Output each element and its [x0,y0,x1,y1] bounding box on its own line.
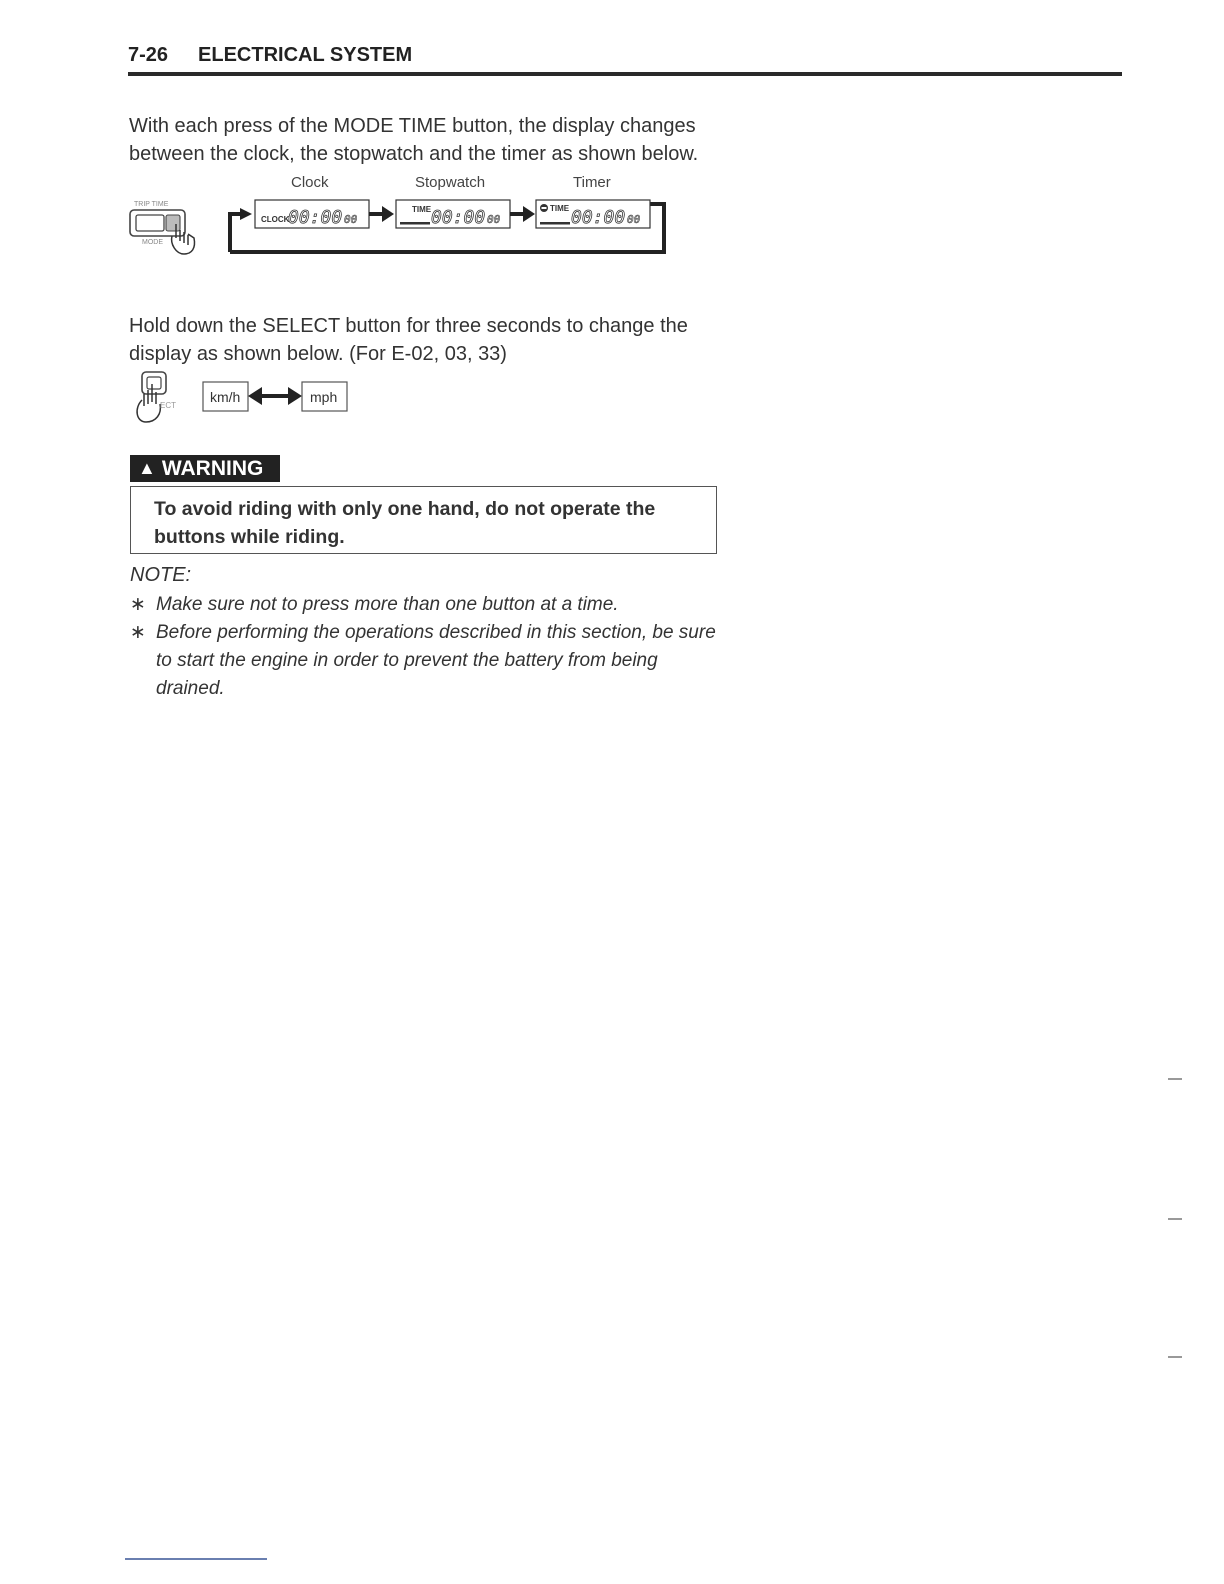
stopwatch-display-small-digits: 00 [487,213,501,226]
asterisk-icon: ∗ [130,594,146,615]
page-header [128,44,412,67]
footer-line [125,1558,267,1560]
select-button-label: ECT [160,401,176,410]
clock-display-digits: 00:00 [288,207,343,228]
arrow-icon [240,208,252,220]
warning-text: To avoid riding with only one hand, do not operate the buttons while riding. [154,498,656,548]
margin-mark [1168,1356,1182,1358]
note-item [130,619,730,703]
section-title: ELECTRICAL SYSTEM [198,44,413,66]
warning-icon: ▲ [138,458,156,478]
select-paragraph: Hold down the SELECT button for three seconds to change the display as shown below. (For E-02, 03, 33) [129,315,688,365]
timer-display-digits: 00:00 [571,207,626,228]
page-number: 7-26 [128,44,169,66]
stopwatch-display-digits: 00:00 [431,207,486,228]
arrow-right-icon [288,387,302,405]
note-item [130,591,730,619]
warning-box [130,486,717,554]
label-clock: Clock [291,174,329,191]
note-item-text: Before performing the operations described in this section, be sure to start the engine in order to prevent the battery from being drained. [156,622,716,699]
clock-display-small-digits: 00 [344,213,358,226]
label-timer: Timer [573,174,611,191]
asterisk-icon: ∗ [130,622,146,643]
note-item-text: Make sure not to press more than one button at a time. [156,594,619,615]
arrow-left-icon [248,387,262,405]
timer-display-small-digits: 00 [627,213,641,226]
mode-button-key [136,215,164,231]
select-diagram [128,368,353,428]
timer-display-prefix: TIME [550,204,570,213]
arrow-icon [523,206,535,222]
header-rule [128,72,1122,76]
warning-title [130,455,280,482]
mode-paragraph: With each press of the MODE TIME button, the display changes between the clock, the stopwatch and the timer as shown below. [129,115,699,165]
note-label: NOTE: [130,564,192,586]
warning-title-text: WARNING [161,457,264,480]
margin-mark [1168,1218,1182,1220]
arrow-icon [382,206,394,222]
mph-label: mph [310,389,338,405]
mode-cycle-diagram [226,196,670,258]
clock-display-prefix: CLOCK [261,215,290,224]
button-top-label: TRIP TIME [134,201,169,208]
stopwatch-display-prefix: TIME [412,205,432,214]
margin-mark [1168,1078,1182,1080]
mode-button-illustration [128,194,203,258]
kmh-label: km/h [210,389,241,405]
label-stopwatch: Stopwatch [415,174,486,191]
button-bottom-label: MODE [142,239,163,246]
